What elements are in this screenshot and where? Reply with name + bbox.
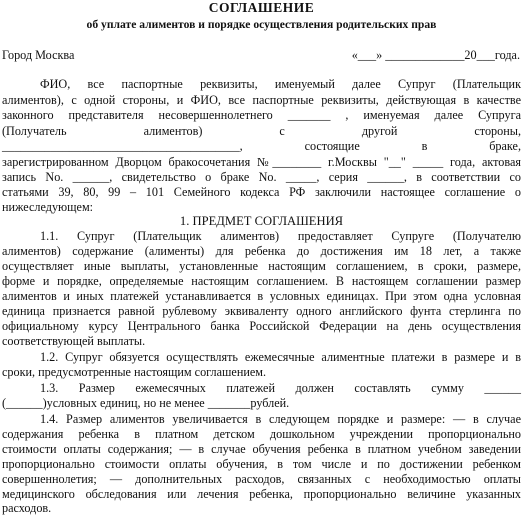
paragraph-line: алиментов и иных платежей устанавливается в условных единицах. При этом одна условная bbox=[2, 289, 521, 303]
paragraph-line: зарегистрированном Дворцом бракосочетания №________ г.Москвы "__" _____ года, актовая bbox=[2, 155, 521, 169]
paragraph-line: единица признается равной рублевому эквиваленту одного английского фунта стерлинга по bbox=[2, 304, 521, 318]
paragraph-line: нижеследующем: bbox=[2, 200, 94, 214]
paragraph-line: (Получатель алиментов) с другой стороны, bbox=[2, 124, 521, 138]
paragraph-line: запись No. ______, свидетельство о браке No. _____, серия ______, в соответствии со bbox=[2, 170, 521, 184]
paragraph-line: осуществляет иные выплаты, установленные настоящим соглашением, в сроки, размере, bbox=[2, 259, 521, 273]
paragraph-line: 1.2. Супруг обязуется осуществлять ежемесячные алиментные платежи в размере и в bbox=[40, 350, 521, 364]
paragraph-line: стоимости оплаты содержания; — в случае обучения ребенка в платном учебном заведении bbox=[2, 442, 521, 456]
paragraph-line: совершеннолетия; — дополнительных расходов, связанных с необходимостью оплаты bbox=[2, 472, 521, 486]
paragraph-line: расходов. bbox=[2, 501, 52, 515]
paragraph-line: 1.1. Супруг (Плательщик алиментов) предоставляет Супруге (Получателю bbox=[40, 229, 521, 243]
paragraph-line: законного представителя несовершеннолетнего _______ , именуемая далее Супруга bbox=[2, 108, 521, 122]
paragraph-line: сроки, предусмотренные настоящим соглашением. bbox=[2, 365, 267, 379]
paragraph-line: ФИО, все паспортные реквизиты, именуемый далее Супруг (Плательщик bbox=[40, 77, 521, 91]
city-line: Город Москва bbox=[2, 48, 75, 62]
paragraph-line: медицинского обследования или лечения ребенка, пропорционально величине указанных bbox=[2, 487, 521, 501]
paragraph-line: содержания ребенка в платном детском дошкольном учреждении пропорционально bbox=[2, 427, 521, 441]
paragraph-line: 1.3. Размер ежемесячных платежей должен составлять сумму ______ bbox=[40, 381, 521, 395]
paragraph-line: форме и порядке, определяемые настоящим соглашением. В настоящем соглашении размер bbox=[2, 274, 521, 288]
paragraph-line: официальному курсу Центрального банка Российской Федерации на день осуществления bbox=[2, 319, 521, 333]
paragraph-line: пропорционально стоимости оплаты обучения, в том числе и по достижении ребенком bbox=[2, 457, 521, 471]
paragraph-line: статьями 39, 80, 99 – 101 Семейного кодекса РФ заключили настоящее соглашение о bbox=[2, 185, 521, 199]
section-heading: 1. ПРЕДМЕТ СОГЛАШЕНИЯ bbox=[179, 214, 344, 228]
paragraph-line: (______)условных единиц, но не менее _______рублей. bbox=[2, 396, 290, 410]
document-title: СОГЛАШЕНИЕ bbox=[208, 0, 315, 15]
paragraph-line: 1.4. Размер алиментов увеличивается в следующем порядке и размере: — в случае bbox=[40, 412, 521, 426]
paragraph-line: _______________________________________, состоящие в браке, bbox=[2, 139, 521, 153]
paragraph-line: алиментов) содержание (алименты) для ребенка до достижения им 18 лет, а также bbox=[2, 244, 521, 258]
paragraph-line: алиментов), с одной стороны, и ФИО, все паспортные реквизиты, действующая в качестве bbox=[2, 93, 521, 107]
paragraph-line: соответствующей выплаты. bbox=[2, 334, 146, 348]
document-subtitle: об уплате алиментов и порядке осуществления родительских прав bbox=[86, 18, 437, 31]
date-line: «___» _____________20___года. bbox=[351, 48, 520, 62]
